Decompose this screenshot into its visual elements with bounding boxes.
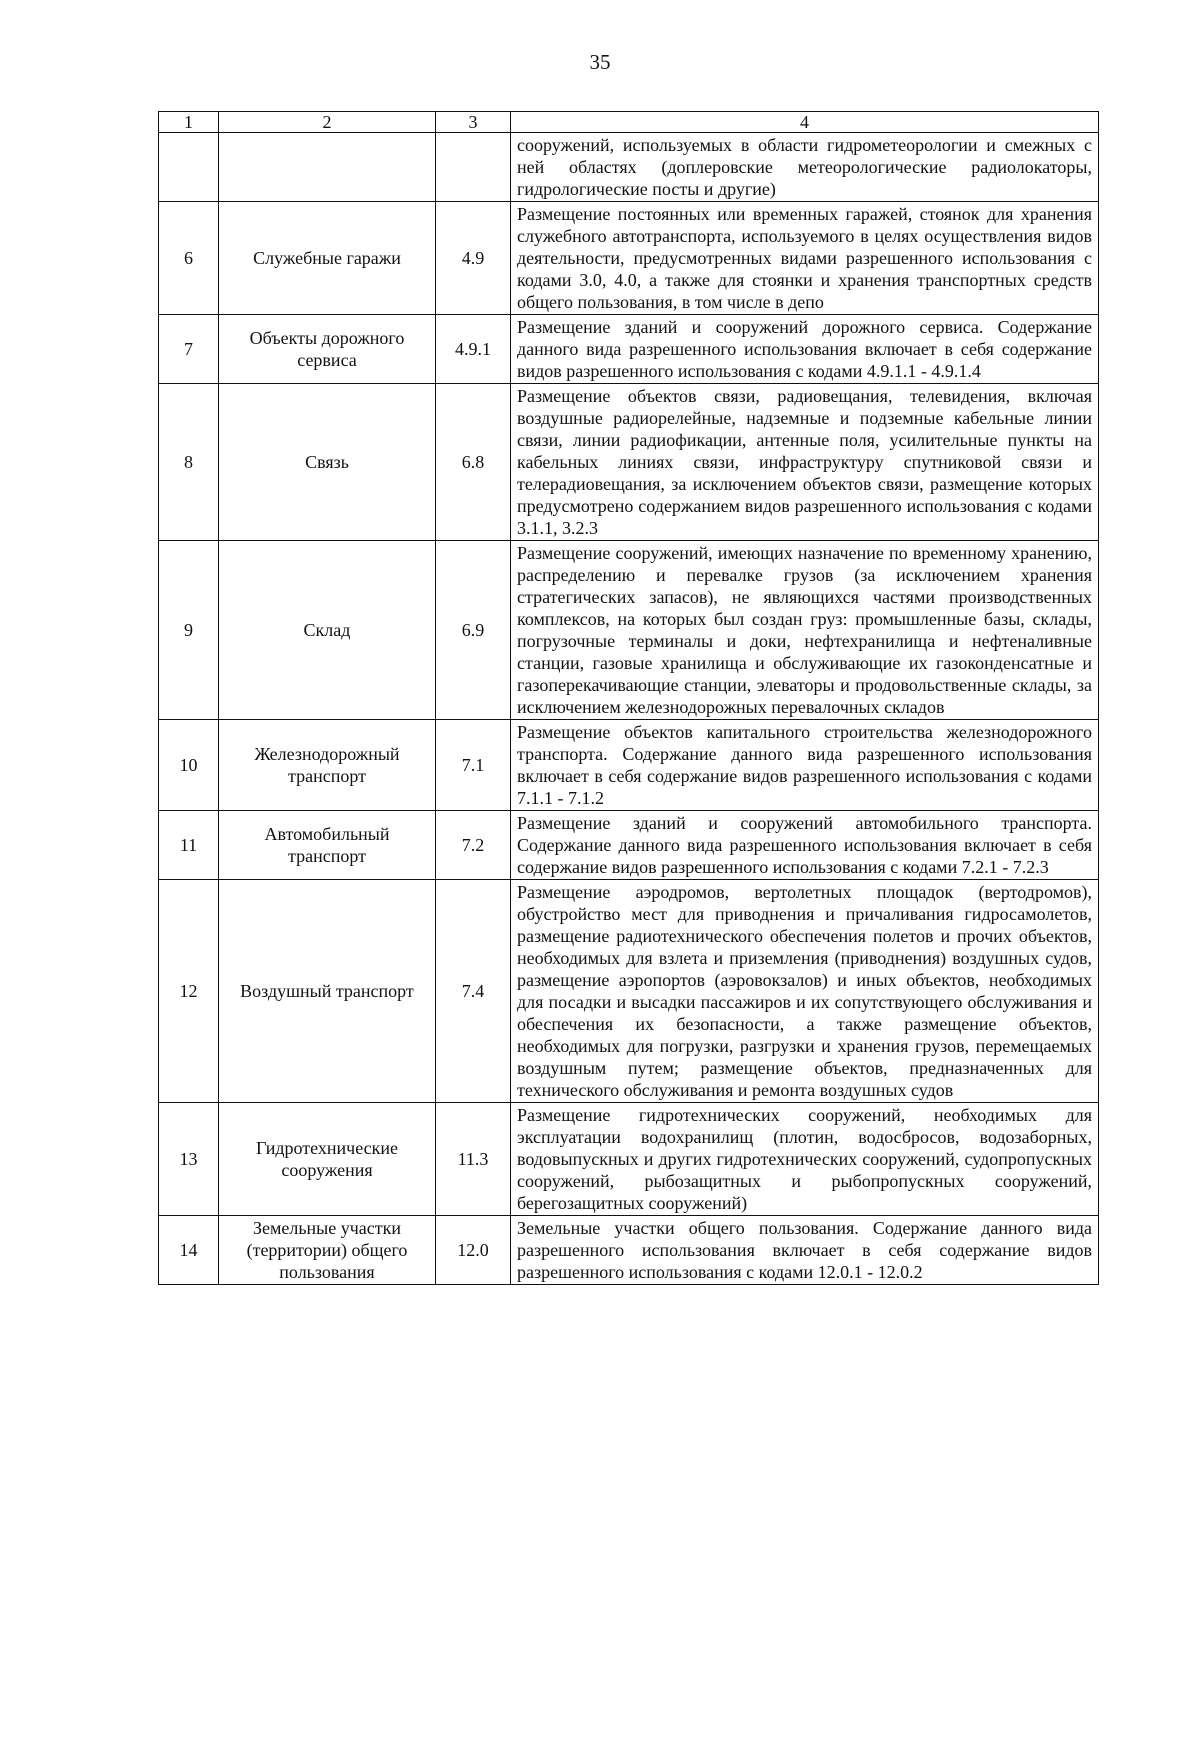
land-use-code: 4.9.1 [436,315,511,384]
land-use-code: 12.0 [436,1216,511,1285]
table-row [159,811,1099,880]
land-use-code: 7.1 [436,720,511,811]
land-use-code [436,133,511,202]
land-use-table [158,111,1099,1285]
land-use-description: Размещение зданий и сооружений автомобильного транспорта. Содержание данного вида разрешенного использования включает в себя содержание видов разрешенного использования с кодами 7.2.1 - 7.2.3 [511,811,1099,880]
page-number: 35 [589,50,611,74]
row-number: 11 [159,811,219,880]
land-use-description: Размещение объектов связи, радиовещания, телевидения, включая воздушные радиорелейные, надземные и подземные кабельные линии связи, линии радиофикации, антенные поля, усилительные пункты на кабельных линиях связи, инфраструктуру спутниковой связи и телерадиовещания, за исключением объектов связи, размещение которых предусмотрено содержанием видов разрешенного использования с кодами 3.1.1, 3.2.3 [511,384,1099,541]
land-use-name: Объекты дорожного сервиса [219,315,436,384]
land-use-name: Гидротехнические сооружения [219,1103,436,1216]
row-number: 6 [159,202,219,315]
header-cell-2: 2 [219,112,436,133]
row-number [159,133,219,202]
land-use-description: Размещение объектов капитального строительства железнодорожного транспорта. Содержание данного вида разрешенного использования включает в себя содержание видов разрешенного использования с кодами 7.1.1 - 7.1.2 [511,720,1099,811]
row-number: 12 [159,880,219,1103]
table-row [159,1103,1099,1216]
land-use-code: 6.8 [436,384,511,541]
land-use-name: Воздушный транспорт [219,880,436,1103]
land-use-description: Размещение постоянных или временных гаражей, стоянок для хранения служебного автотранспорта, используемого в целях осуществления видов деятельности, предусмотренных видами разрешенного использования с кодами 3.0, 4.0, а также для стоянки и хранения транспортных средств общего пользования, в том числе в депо [511,202,1099,315]
land-use-code: 11.3 [436,1103,511,1216]
land-use-name: Земельные участки (территории) общего пользования [219,1216,436,1285]
header-cell-3: 3 [436,112,511,133]
table-row [159,315,1099,384]
land-use-name: Склад [219,541,436,720]
table-row [159,880,1099,1103]
land-use-name: Связь [219,384,436,541]
row-number: 7 [159,315,219,384]
header-cell-4: 4 [511,112,1099,133]
land-use-description: Размещение гидротехнических сооружений, необходимых для эксплуатации водохранилищ (плотин, водосбросов, водозаборных, водовыпускных и других гидротехнических сооружений, судопропускных сооружений, рыбозащитных и рыбопропускных сооружений, берегозащитных сооружений) [511,1103,1099,1216]
table-row [159,1216,1099,1285]
row-number: 14 [159,1216,219,1285]
land-use-code: 6.9 [436,541,511,720]
land-use-name: Железнодорожный транспорт [219,720,436,811]
land-use-name [219,133,436,202]
land-use-description: Земельные участки общего пользования. Содержание данного вида разрешенного использования включает в себя содержание видов разрешенного использования с кодами 12.0.1 - 12.0.2 [511,1216,1099,1285]
land-use-description: сооружений, используемых в области гидрометеорологии и смежных с ней областях (доплеровские метеорологические радиолокаторы, гидрологические посты и другие) [511,133,1099,202]
land-use-name: Служебные гаражи [219,202,436,315]
land-use-description: Размещение аэродромов, вертолетных площадок (вертодромов), обустройство мест для приводнения и причаливания гидросамолетов, размещение радиотехнического обеспечения полетов и прочих объектов, необходимых для взлета и приземления (приводнения) воздушных судов, размещение аэропортов (аэровокзалов) и иных объектов, необходимых для посадки и высадки пассажиров и их сопутствующего обслуживания и обеспечения их безопасности, а также размещение объектов, необходимых для погрузки, разгрузки и хранения грузов, перемещаемых воздушным путем; размещение объектов, предназначенных для технического обслуживания и ремонта воздушных судов [511,880,1099,1103]
land-use-code: 7.4 [436,880,511,1103]
row-number: 10 [159,720,219,811]
row-number: 9 [159,541,219,720]
land-use-code: 7.2 [436,811,511,880]
table-row [159,720,1099,811]
land-use-description: Размещение сооружений, имеющих назначение по временному хранению, распределению и перевалке грузов (за исключением хранения стратегических запасов), не являющихся частями производственных комплексов, на которых был создан груз: промышленные базы, склады, погрузочные терминалы и доки, нефтехранилища и нефтеналивные станции, газовые хранилища и обслуживающие их газоконденсатные и газоперекачивающие станции, элеваторы и продовольственные склады, за исключением железнодорожных перевалочных складов [511,541,1099,720]
table-body [159,112,1099,1285]
table-row [159,384,1099,541]
table-row [159,202,1099,315]
row-number: 8 [159,384,219,541]
row-number: 13 [159,1103,219,1216]
table-row [159,133,1099,202]
header-cell-1: 1 [159,112,219,133]
land-use-code: 4.9 [436,202,511,315]
table-row [159,541,1099,720]
table-header-row [159,112,1099,133]
land-use-name: Автомобильный транспорт [219,811,436,880]
land-use-description: Размещение зданий и сооружений дорожного сервиса. Содержание данного вида разрешенного использования включает в себя содержание видов разрешенного использования с кодами 4.9.1.1 - 4.9.1.4 [511,315,1099,384]
